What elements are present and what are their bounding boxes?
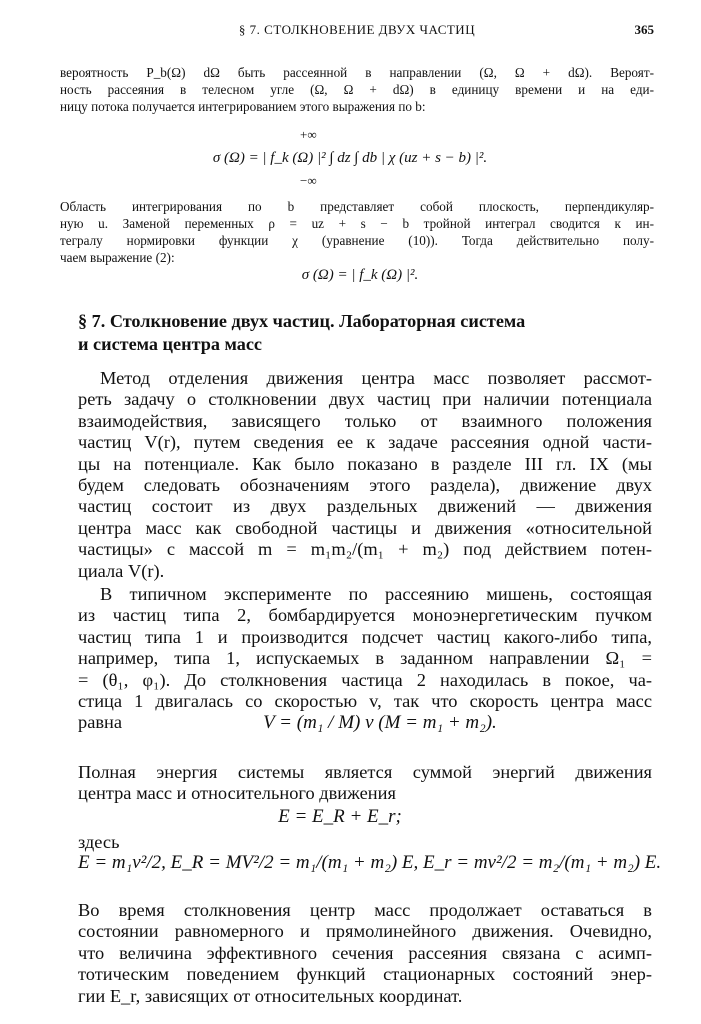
text-line: центра масс как свободной частицы и движения «относительной — [78, 517, 652, 538]
text-line: Полная энергия системы является суммой энергий движения — [78, 762, 652, 782]
text-line: центра масс и относительного движения — [78, 783, 396, 804]
text-line: например, типа 1, испускаемых в заданном направлении Ω₁ = — [78, 648, 652, 669]
header-title: § 7. СТОЛКНОВЕНИЕ ДВУХ ЧАСТИЦ — [238, 22, 476, 37]
text-line: ность рассеяния в телесном угле (Ω, Ω + dΩ) в единицу времени и на еди- — [60, 82, 654, 97]
text-line: состоянии равномерного и прямолинейного движения. Очевидно, — [78, 921, 652, 942]
intro-text — [60, 64, 654, 115]
text-line: Во время столкновения центр масс продолжает оставаться в — [78, 900, 652, 920]
running-header — [60, 22, 654, 42]
section-heading-line: § 7. Столкновение двух частиц. Лабораторная система — [78, 311, 526, 331]
paragraph-1 — [78, 368, 652, 582]
section-heading — [78, 310, 638, 356]
section-heading-line: и система центра масс — [78, 334, 263, 354]
text-line: В типичном эксперименте по рассеянию мишень, состоящая — [100, 584, 652, 604]
text-line: вероятность P_b(Ω) dΩ быть рассеянной в направлении (Ω, Ω + dΩ). Вероят- — [60, 65, 654, 80]
text-line: чаем выражение (2): — [60, 250, 175, 265]
formula-energies: E = m₁v²/2, E_R = MV²/2 = m₁/(m₁ + m₂) E, E_r = mv²/2 = m₂/(m₁ + m₂) E. — [78, 852, 662, 873]
region-text — [60, 198, 654, 266]
integral-lower-limit: −∞ — [300, 173, 317, 188]
text-line: реть задачу о столкновении двух частиц при наличии потенциала — [78, 389, 652, 410]
formula-sigma-integral: σ (Ω) = | f_k (Ω) |² ∫ dz ∫ db | χ (uz + s − b) |². — [212, 150, 488, 166]
text-line: частиц типа 1 и производится подсчет частиц какого-либо типа, — [78, 626, 652, 647]
integral-upper-limit: +∞ — [300, 127, 317, 142]
text-line: = (θ₁, φ₁). До столкновения частица 2 находилась в покое, ча- — [78, 669, 652, 690]
formula-velocity: V = (m₁ / M) v (M = m₁ + m₂). — [263, 712, 497, 733]
text-line: ную u. Заменой переменных ρ = uz + s − b тройной интеграл сводится к ин- — [60, 216, 654, 231]
text-line: циала V(r). — [78, 560, 165, 581]
paragraph-4 — [78, 900, 652, 1007]
text-line: Метод отделения движения центра масс позволяет рассмот- — [100, 368, 652, 388]
text-line: частицы» с массой m = m₁m₂/(m₁ + m₂) под действием потен- — [78, 539, 652, 560]
text-line: взаимодействия, зависящего только от взаимного положения — [78, 410, 652, 431]
text-line: гии E_r, зависящих от относительных координат. — [78, 985, 463, 1006]
formula-energy-sum: E = E_R + E_r; — [278, 806, 402, 827]
text-line: тотическим поведением функций стационарных состояний энер- — [78, 964, 652, 985]
text-line: что величина эффективного сечения рассеяния связана с асимп- — [78, 942, 652, 963]
formula-sigma-result: σ (Ω) = | f_k (Ω) |². — [301, 267, 419, 283]
text-line: тегралу нормировки функции χ (уравнение (10)). Тогда действительно полу- — [60, 233, 654, 248]
text-line: равна — [78, 712, 123, 733]
page-number: 365 — [634, 22, 654, 37]
text-line: стица 1 двигалась со скоростью v, так что скорость центра масс — [78, 691, 652, 712]
paragraph-3 — [78, 762, 652, 805]
text-line: из частиц типа 2, бомбардируется моноэнергетическим пучком — [78, 605, 652, 626]
text-line: будем следовать обозначениям этого раздела), движение двух — [78, 475, 652, 496]
text-line: Область интегрирования по b представляет собой плоскость, перпендикуляр- — [60, 199, 654, 214]
where-word: здесь — [78, 832, 120, 852]
text-line: частиц состоит из двух раздельных движений — движения — [78, 496, 652, 517]
text-line: частиц V(r), путем сведения ее к задаче рассеяния одной части- — [78, 432, 652, 453]
text-line: цы на потенциале. Как было показано в разделе III гл. IX (мы — [78, 453, 652, 474]
text-line: ницу потока получается интегрированием этого выражения по b: — [60, 99, 426, 114]
